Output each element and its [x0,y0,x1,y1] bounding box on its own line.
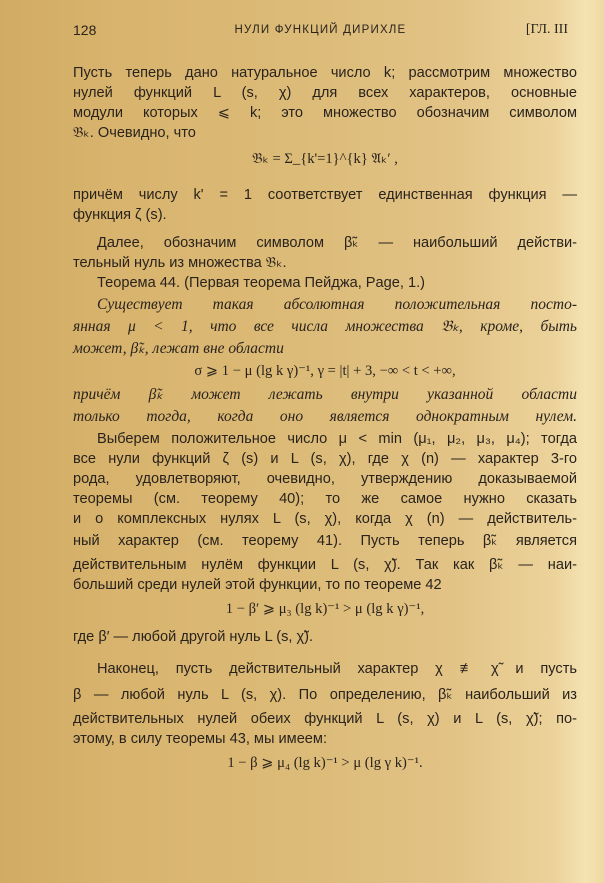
theorem-text-line: янная μ < 1, что все числа множества 𝔅ₖ, кроме, быть [73,318,577,335]
text-line: Далее, обозначим символом β̃ₖ — наибольший действи- [97,235,577,251]
text-line: Наконец, пусть действительный характер χ ≢ χ̃ и пусть [97,661,577,677]
chapter-label: [ГЛ. III [525,22,568,37]
running-header [73,22,568,44]
theorem-text-line: только тогда, когда оно является однократным нулем. [73,408,577,425]
formula-region: σ ⩾ 1 − μ (lg k γ)⁻¹, γ = |t| + 3, −∞ < t < +∞, [194,363,456,379]
formula-inequality-2: 1 − β ⩾ μ₄ (lg k)⁻¹ > μ (lg γ k)⁻¹. [227,755,423,771]
text-line: и о комплексных нулях L (s, χ), когда χ (n) — действитель- [73,511,577,527]
text-line: причём числу k' = 1 соответствует единственная функция — [73,187,577,203]
formula-sum: 𝔅ₖ = Σ_{k'=1}^{k} 𝔄ₖ′ , [252,151,398,167]
text-line: все нули функций ζ (s) и L (s, χ), где χ (n) — характер 3-го [73,451,577,467]
text-line: действительных нулей обеих функций L (s, χ) и L (s, χ̃); по- [73,711,577,727]
formula-inequality-1: 1 − β′ ⩾ μ₃ (lg k)⁻¹ > μ (lg k γ)⁻¹, [225,601,425,617]
theorem-text-line: причём β̃ₖ может лежать внутри указанной области [73,386,577,403]
text-line: Выберем положительное число μ < min (μ₁, μ₂, μ₃, μ₄); тогда [97,431,577,447]
text-line: нулей функций L (s, χ) для всех характеров, основные [73,85,577,101]
theorem-text-line: может, β̃ₖ, лежат вне области [73,340,284,357]
text-line: больший среди нулей этой функции, то по теореме 42 [73,577,442,593]
text-line: β — любой нуль L (s, χ). По определению, β̃ₖ наибольший из [73,687,577,703]
text-line: ный характер (см. теорему 41). Пусть теперь β̃ₖ является [73,533,577,549]
text-line: 𝔅ₖ. Очевидно, что [73,125,196,141]
text-line: функция ζ (s). [73,207,167,223]
theorem-heading: Теорема 44. (Первая теорема Пейджа, Page, 1.) [97,275,426,291]
text-line: теоремы (см. теорему 40); то же самое нужно сказать [73,491,577,507]
text-line: тельный нуль из множества 𝔅ₖ. [73,255,287,271]
running-title: НУЛИ ФУНКЦИЙ ДИРИХЛЕ [234,24,407,36]
text-line: действительным нулём функции L (s, χ̃). Так как β̃ₖ — наи- [73,557,577,573]
text-line: где β′ — любой другой нуль L (s, χ̃). [73,629,314,645]
text-line: Пусть теперь дано натуральное число k; рассмотрим множество [73,65,577,81]
page-number: 128 [73,22,97,38]
text-line: этому, в силу теоремы 43, мы имеем: [73,731,328,747]
theorem-text-line: Существует такая абсолютная положительная посто- [97,296,577,313]
text-line: модули которых ⩽ k; это множество обозначим символом [73,105,577,121]
text-line: рода, удовлетворяют, очевидно, утверждению доказываемой [73,471,577,487]
